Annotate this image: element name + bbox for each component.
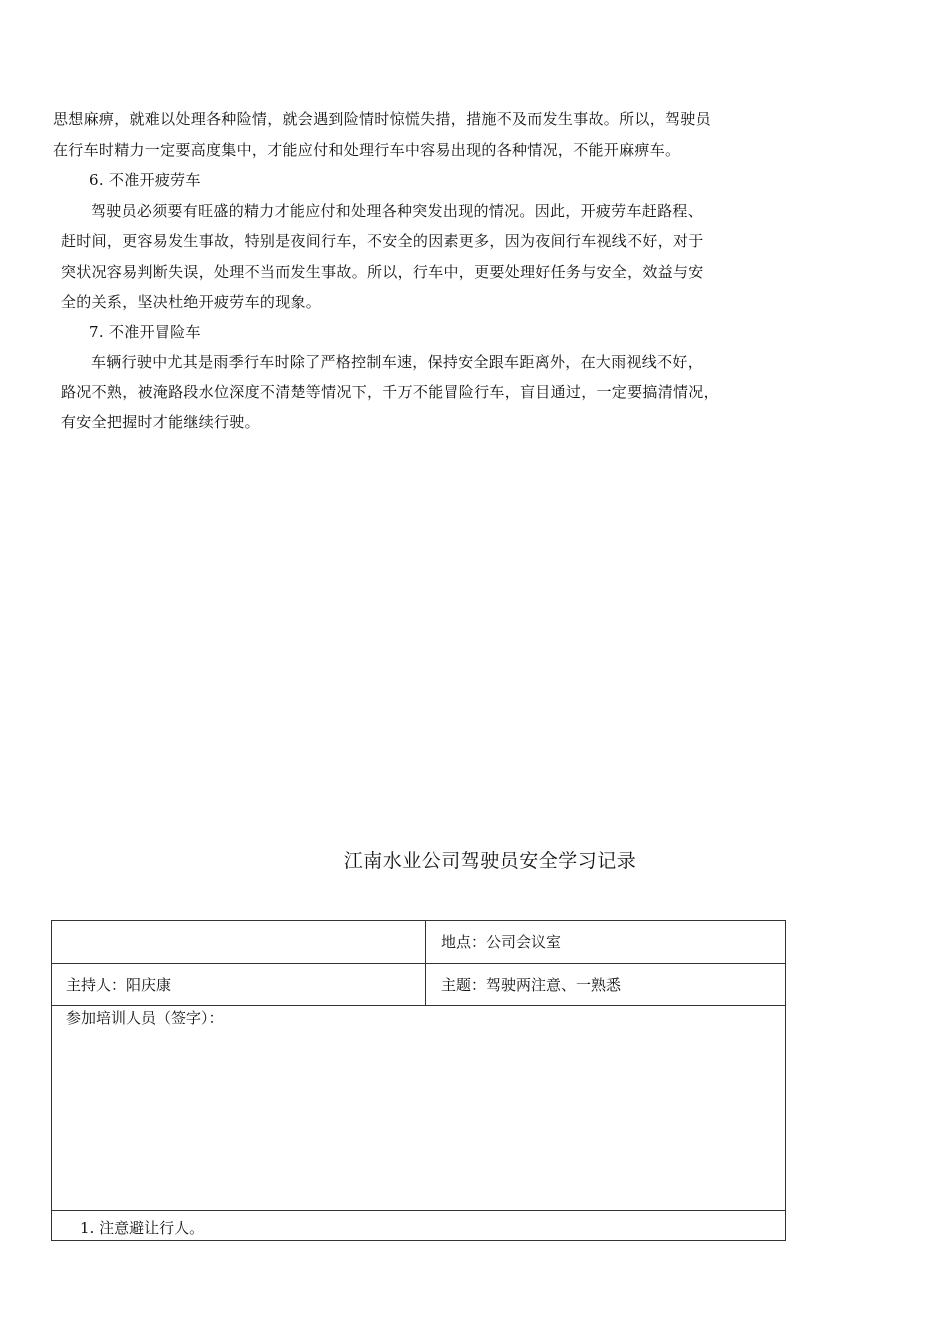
table-row-divider — [51, 1005, 786, 1006]
section-heading: 6. 不准开疲劳车 — [89, 171, 201, 189]
host-cell: 主持人：阳庆康 — [66, 976, 172, 994]
paragraph-line: 全的关系，坚决杜绝开疲劳车的现象。 — [61, 293, 322, 311]
section-heading: 7. 不准开冒险车 — [89, 323, 201, 341]
paragraph-line: 车辆行驶中尤其是雨季行车时除了严格控制车速，保持安全跟车距离外，在大雨视线不好， — [91, 353, 704, 371]
paragraph-line: 有安全把握时才能继续行驶。 — [61, 413, 260, 431]
paragraph-line: 赶时间，更容易发生事故，特别是夜间行车，不安全的因素更多，因为夜间行车视线不好，对于 — [61, 232, 704, 250]
paragraph-line: 思想麻痹，就难以处理各种险情，就会遇到险情时惊慌失措，措施不及而发生事故。所以，驾驶员 — [53, 110, 711, 128]
record-table — [51, 920, 786, 1241]
paragraph-line: 路况不熟，被淹路段水位深度不清楚等情况下，千万不能冒险行车，盲目通过，一定要搞清情况， — [61, 383, 719, 401]
paragraph-line: 在行车时精力一定要高度集中，才能应付和处理行车中容易出现的各种情况，不能开麻痹车。 — [53, 141, 681, 159]
paragraph-line: 驾驶员必须要有旺盛的精力才能应付和处理各种突发出现的情况。因此，开疲劳车赶路程、 — [91, 202, 704, 220]
participants-label: 参加培训人员（签字）： — [66, 1009, 224, 1027]
topic-cell: 主题：驾驶两注意、一熟悉 — [441, 976, 622, 994]
table-row-divider — [51, 1210, 786, 1211]
paragraph-line: 突状况容易判断失误，处理不当而发生事故。所以，行车中，更要处理好任务与安全，效益与安 — [61, 263, 704, 281]
record-title: 江南水业公司驾驶员安全学习记录 — [343, 850, 637, 872]
table-row-divider — [51, 963, 786, 964]
location-cell: 地点：公司会议室 — [441, 933, 562, 951]
list-item: 1. 注意避让行人。 — [80, 1219, 205, 1237]
